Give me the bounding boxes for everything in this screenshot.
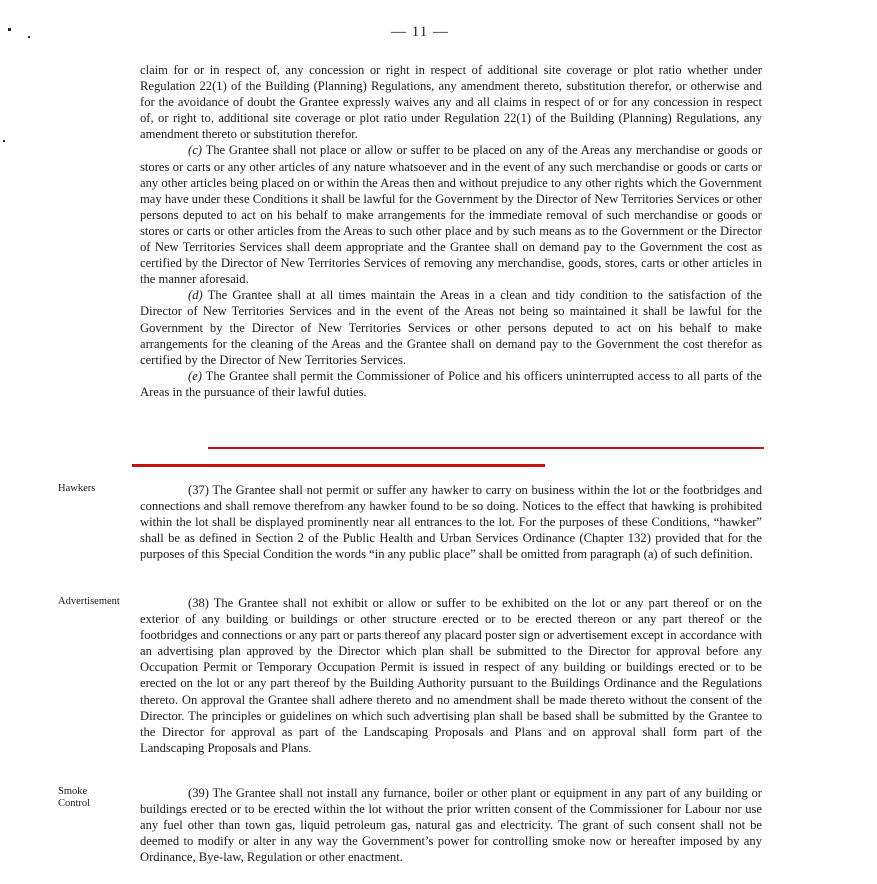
clause-d-marker: (d) bbox=[188, 288, 203, 303]
section-37 bbox=[140, 482, 762, 562]
clause-d-text: The Grantee shall at all times maintain the Areas in a clean and tidy condition to the satisfaction of the Director of New Territories Services and in the event of the Areas not being so maintained it shall be lawful for the Government by the Director of New Territories Services or other persons deputed to act on his behalf to make arrangements for the cleaning of the Areas and the Grantee shall on demand pay to the Government the cost therefor as certified by the Director of New Territories Services. bbox=[140, 288, 762, 367]
scan-speck bbox=[3, 140, 5, 142]
red-underline-line-2 bbox=[132, 464, 545, 467]
page-number: — 11 — bbox=[391, 24, 449, 40]
margin-label-hawkers: Hawkers bbox=[58, 483, 96, 494]
section-39 bbox=[140, 785, 762, 865]
clause-d bbox=[140, 287, 762, 367]
margin-label-smoke-control: Smoke Control bbox=[58, 786, 91, 809]
scan-speck bbox=[28, 36, 30, 38]
paragraph-continuation: claim for or in respect of, any concession or right in respect of additional site coverage or plot ratio whether under Regulation 22(1) of the Building (Planning) Regulations, any amendment thereto, substitution therefor, or otherwise and for the avoidance of doubt the Grantee expressly waives any and all claims in respect of or for any concession in respect of, or right to, additional site coverage or plot ratio under Regulation 22(1) of the Building (Planning) Regulations, any amendment thereto or substitution therefor. bbox=[140, 63, 762, 142]
clause-e-text: The Grantee shall permit the Commissioner of Police and his officers uninterrupted access to all parts of the Areas in the pursuance of their lawful duties. bbox=[140, 368, 763, 399]
section-38-text: (38) The Grantee shall not exhibit or allow or suffer to be exhibited on the lot or any part thereof or on the exterior of any building or buildings or other structure erected or to be erected thereon or any part thereof or the footbridges and connections or any part or parts thereof any placard poster sign or advertisement except in accordance with an advertising plan approved by the Director which plan shall be submitted to the Director for approval before any Occupation Permit or Temporary Occupation Permit is issued in respect of any building or buildings erected or to be erected on the lot or any part thereof by the Building Authority pursuant to the Buildings Ordinance and the Regulations thereto. On approval the Grantee shall adhere thereto and no amendment shall be made thereto without the consent of the Director. The principles or guidelines on which such advertising plan shall be based shall be submitted by the Grantee to the Director for approval as part of the Landscaping Proposals and Plans and on approval shall form part of the Landscaping Proposals and Plans. bbox=[140, 596, 762, 755]
clause-e bbox=[140, 368, 762, 400]
section-37-text: (37) The Grantee shall not permit or suffer any hawker to carry on business within the lot or the footbridges and connections and shall remove therefrom any hawker found to be so doing. Notices to the effect that hawking is prohibited within the lot shall be displayed prominently near all entrances to the lot. For the purposes of these Conditions, “hawker” shall be as defined in Section 2 of the Public Health and Urban Services Ordinance (Chapter 132) provided that for the purposes of this Special Condition the words “in any public place” shall be omitted from paragraph (a) of such definition. bbox=[140, 483, 762, 562]
margin-label-advertisement: Advertisement bbox=[58, 596, 120, 607]
section-39-text: (39) The Grantee shall not install any furnance, boiler or other plant or equipment in any part of any building or buildings erected or to be erected within the lot without the prior written consent of the Commissioner for Labour nor use any fuel other than town gas, liquid petroleum gas, natural gas and electricity. The grant of such consent shall not be deemed to modify or alter in any way the Government’s power for controlling smoke now or hereafter imposed by any Ordinance, Bye-law, Regulation or other enactment. bbox=[140, 786, 762, 865]
section-36-text bbox=[140, 62, 762, 400]
scan-speck bbox=[8, 28, 11, 31]
red-underline-line-1 bbox=[208, 447, 764, 449]
clause-e-marker: (e) bbox=[188, 368, 202, 383]
clause-c-text: The Grantee shall not place or allow or suffer to be placed on any of the Areas any merchandise or goods or stores or carts or any other articles of any nature whatsoever and in the event of any such merchandise or goods or carts or any other articles being placed on or within the Areas then and without prejudice to any other rights which the Government may have under these Conditions it shall be lawful for the Government by the Director of New Territories Services or other persons deputed to act on his behalf to make arrangements for the immediate removal of such merchandise or goods or stores or carts or other articles from the Areas to such other place and by such means as to the Government or the Director of New Territories Services shall deem appropriate and the Grantee shall on demand pay to the Government the cost as certified by the Director of New Territories Services of removing any merchandise, goods, stores, carts or other articles in the manner aforesaid. bbox=[140, 143, 763, 287]
section-38 bbox=[140, 595, 762, 756]
clause-c bbox=[140, 142, 762, 287]
clause-c-marker: (c) bbox=[188, 143, 202, 158]
